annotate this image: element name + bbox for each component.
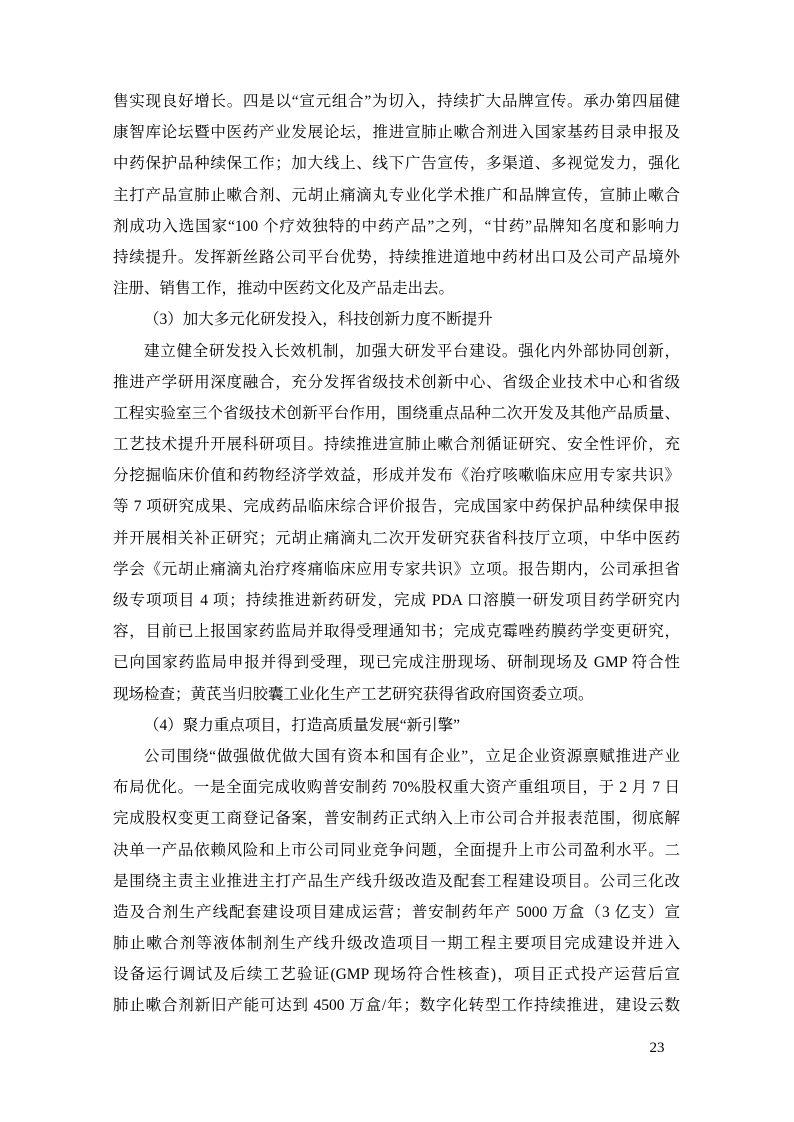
text-line: 并开展相关补正研究；元胡止痛滴丸二次开发研究获省科技厅立项，中华中医药 (113, 529, 680, 547)
text-line: 肺止嗽合剂等液体制剂生产线升级改造项目一期工程主要项目完成建设并进入 (113, 935, 680, 953)
text-line: 中药保护品种续保工作；加大线上、线下广告宣传，多渠道、多视觉发力，强化 (113, 155, 680, 173)
text-line: （4）聚力重点项目，打造高质量发展“新引擎” (144, 716, 461, 734)
text-line: 公司围绕“做强做优做大国有资本和国有企业”，立足企业资源禀赋推进产业 (144, 747, 680, 765)
text-line: 工艺技术提升开展科研项目。持续推进宣肺止嗽合剂循证研究、安全性评价，充 (113, 436, 680, 454)
text-line: 康智库论坛暨中医药产业发展论坛，推进宣肺止嗽合剂进入国家基药目录申报及 (113, 124, 680, 142)
text-line: 肺止嗽合剂新旧产能可达到 4500 万盒/年；数字化转型工作持续推进，建设云数 (113, 997, 680, 1015)
text-line: 推进产学研用深度融合，充分发挥省级技术创新中心、省级企业技术中心和省级 (113, 373, 680, 391)
text-line: 售实现良好增长。四是以“宣元组合”为切入，持续扩大品牌宣传。承办第四届健 (113, 93, 680, 110)
text-line: 主打产品宣肺止嗽合剂、元胡止痛滴丸专业化学术推广和品牌宣传，宣肺止嗽合 (113, 186, 680, 204)
text-block (113, 86, 680, 1022)
text-line: （3）加大多元化研发投入，科技创新力度不断提升 (144, 311, 493, 329)
text-line: 设备运行调试及后续工艺验证(GMP 现场符合性核查)，项目正式投产运营后宣 (113, 966, 680, 984)
text-line: 工程实验室三个省级技术创新平台作用，围绕重点品种二次开发及其他产品质量、 (113, 404, 680, 422)
text-line: 容，目前已上报国家药监局并取得受理通知书；完成克霉唑药膜药学变更研究， (113, 623, 680, 641)
text-line: 是围绕主责主业推进主打产品生产线升级改造及配套工程建设项目。公司三化改 (113, 872, 680, 890)
page-number: 23 (649, 1040, 665, 1056)
text-line: 学会《元胡止痛滴丸治疗疼痛临床应用专家共识》立项。报告期内，公司承担省 (113, 560, 680, 578)
text-line: 布局优化。一是全面完成收购普安制药 70%股权重大资产重组项目，于 2 月 7 日 (113, 779, 680, 797)
text-line: 决单一产品依赖风险和上市公司同业竞争问题，全面提升上市公司盈利水平。二 (113, 841, 680, 859)
text-line: 持续提升。发挥新丝路公司平台优势，持续推进道地中药材出口及公司产品境外 (113, 248, 680, 266)
text-line: 注册、销售工作，推动中医药文化及产品走出去。 (113, 280, 455, 298)
text-line: 完成股权变更工商登记备案，普安制药正式纳入上市公司合并报表范围，彻底解 (113, 810, 680, 828)
text-line: 现场检查；黄芪当归胶囊工业化生产工艺研究获得省政府国资委立项。 (113, 685, 594, 703)
text-line: 级专项项目 4 项；持续推进新药研发，完成 PDA 口溶膜一研发项目药学研究内 (113, 592, 680, 609)
text-line: 等 7 项研究成果、完成药品临床综合评价报告，完成国家中药保护品种续保申报 (113, 498, 680, 516)
text-line: 造及合剂生产线配套建设项目建成运营；普安制药年产 5000 万盒（3 亿支）宣 (113, 903, 680, 921)
text-line: 分挖掘临床价值和药物经济学效益，形成并发布《治疗咳嗽临床应用专家共识》 (113, 467, 680, 485)
text-line: 已向国家药监局申报并得到受理，现已完成注册现场、研制现场及 GMP 符合性 (113, 654, 680, 672)
text-line: 建立健全研发投入长效机制，加强大研发平台建设。强化内外部协同创新， (144, 342, 680, 360)
text-line: 剂成功入选国家“100 个疗效独特的中药产品”之列，“甘药”品牌知名度和影响力 (113, 217, 680, 235)
